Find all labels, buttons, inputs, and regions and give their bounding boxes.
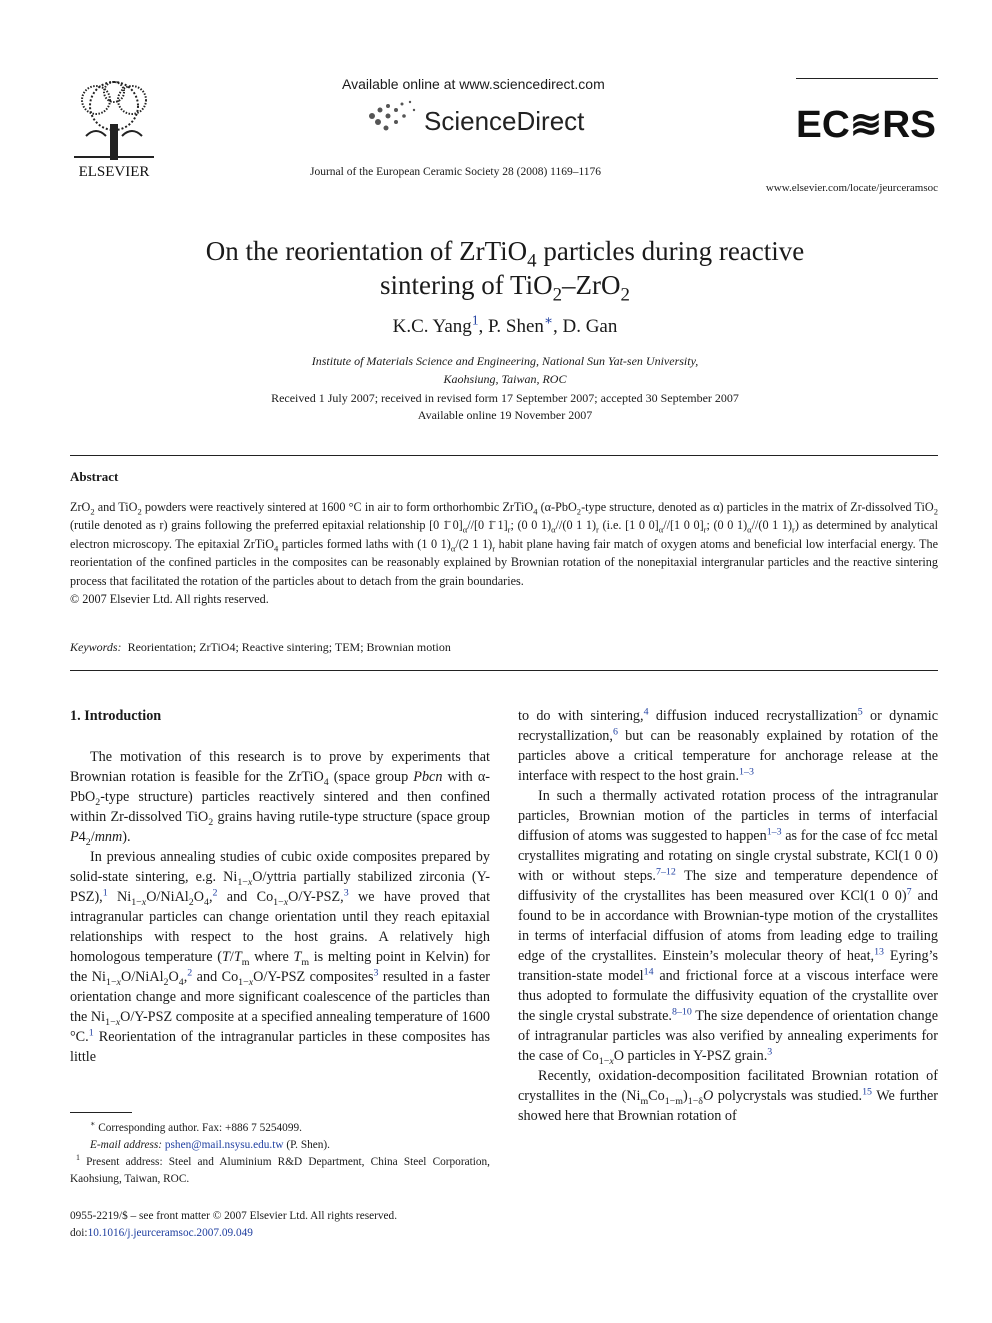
body-paragraph: In such a thermally activated rotation process of the intragranular particles, Brownian motion of the particles in terms of interfacial diffusion of atoms was suggested to happen$^{1-3}$ as for the case of fcc metal crystallites migrating and rotating on single crystal substrate, KCl(1 0 0) with or without steps.$^{7-12}$ The size and temperature dependence of diffusivity of the crystallites has been measured over KCl(1 0 0)$^7$ and found to be in accordance with Brownian-type motion of the crystallites in terms of interfacial diffusion of atoms from leading edge to trailing edge of the crystallites. Einstein’s molecular theory of heat,$^{13}$ Eyring’s transition-state model$^{14}$ and frictional force at a viscous interface were thus adopted to formulate the diffusivity equation of the crystallite over the single crystal substrate.$^{8-10}$ The size dependence of orientation change of intragranular particles was also verified by annealing experiments for the case of $Co_{1-x}O$ particles in Y-PSZ grain.$^3$ (518, 788, 939, 1067)
abstract-heading: Abstract (70, 469, 119, 484)
elsevier-tree-logo (66, 76, 162, 180)
journal-logo (796, 103, 938, 143)
issn-line: 0955-2219/$ – see front matter © 2007 Elsevier Ltd. All rights reserved. (70, 1210, 398, 1222)
body-paragraph: Recently, oxidation-decomposition facilitated Brownian rotation of crystallites in the $(Ni_mCo_{1-m})_{1-\delta}O$ polycrystals was studied.$^{15}$ We further showed here that Brownian rotation of (518, 1068, 938, 1124)
body-paragraph: The motivation of this research is to prove by experiments that Brownian rotation is feasible for the ZrTiO$_4$ (space group Pbcn with α-PbO$_2$-type structure) particles reactively sintered and then confined within Zr-dissolved TiO$_2$ grains having rutile-type structure (space group $P4_2/mnm$). (70, 749, 490, 848)
author-name[interactable]: D. Gan (562, 316, 618, 337)
article-title: On the reorientation of ZrTiO$_4$ particles during reactive sintering of TiO$_2$–ZrO$_2$ (205, 236, 805, 306)
article-history: Received 1 July 2007; received in revised form 17 September 2007; accepted 30 September 2007 Available online 19 November 2007 (271, 391, 739, 422)
sciencedirect-logo (362, 96, 598, 142)
divider (70, 455, 938, 456)
journal-citation: Journal of the European Ceramic Society 28 (2008) 1169–1176 (310, 166, 602, 178)
journal-url[interactable]: www.elsevier.com/locate/jeurceramsoc (765, 182, 938, 194)
abstract-copyright: © 2007 Elsevier Ltd. All rights reserved. (70, 592, 269, 607)
author-footnote-mark[interactable]: 1 (471, 312, 479, 328)
journal-logo-text: EC≋RS (796, 104, 936, 143)
sciencedirect-wordmark: ScienceDirect (424, 106, 585, 136)
section-heading: 1. Introduction (70, 708, 162, 724)
abstract-text: ZrO$_2$ and TiO$_2$ powders were reactively sintered at 1600 °C in air to form orthorhombic ZrTiO$_4$ (α-PbO$_2$-type structure, denoted as α) particles in the matrix of Zr-dissolved TiO$_2$ (rutile denoted as r) grains following the preferred epitaxial relationship [0 1̄ $0]_\alpha//[0$ 1̄ $1]_r$; (0 0 $1)_\alpha//(0$ 1 $1)_r$ (i.e. [1 0 $0]_\alpha//[1$ 0 $0]_r$; (0 0 $1)_\alpha//(0$ 1 $1)_r$) as determined by analytical electron microscopy. The epitaxial ZrTiO$_4$ particles formed laths with (1 0 $1)_\alpha/(2$ 1 $1)_r$ habit plane having fair match of oxygen atoms and beneficial low interfacial energy. The reorientation of the confined particles in the composites can be reasonably explained by Brownian rotation of the nonepitaxial intergranular particles and the reactive sintering process that facilitated the rotation of the particles about to detach from the grain boundaries. © 2007 Elsevier Ltd. All rights reserved. (70, 500, 938, 607)
footnote-corresponding: ∗ Corresponding author. Fax: +886 7 5254099. (90, 1119, 302, 1134)
body-paragraph: In previous annealing studies of cubic oxide composites prepared by solid-state sintering, e.g. $Ni_{1-x}O$/yttria partially stabilized zirconia (Y-PSZ),$^1$ $Ni_{1-x}O/NiAl_2O_4,^2$ and $Co_{1-x}O/Y-PSZ,^3$ we have proved that intragranular particles can change orientation until they reach epitaxial relationships with respect to the host grains. A relatively high homologous temperature ($T/T_m$ where $T_m$ is melting point in Kelvin) for the $Ni_{1-x}O/NiAl_2O_4,^2$ and $Co_{1-x}O/Y$-PSZ composites$^3$ resulted in a faster orientation change and more significant coalescence of the particles than the $Ni_{1-x}O/Y$-PSZ composite at a specified annealing temperature of 1600 °C.$^1$ Reorientation of the intragranular particles in these composites has little (70, 849, 491, 1065)
front-matter (70, 1208, 490, 1242)
header-rule (796, 78, 938, 79)
footnotes (70, 1120, 490, 1188)
affiliation: Institute of Materials Science and Engineering, National Sun Yat-sen University, Kaohsiung, Taiwan, ROC (311, 354, 699, 386)
author-name[interactable]: P. Shen (487, 316, 544, 337)
corresponding-author-mark[interactable]: ∗ (543, 312, 553, 328)
body-column-right (518, 706, 938, 1126)
footnote-address: $^1$ Present address: Steel and Aluminium R&D Department, China Steel Corporation, Kaohsiung, Taiwan, ROC. (70, 1153, 490, 1185)
doi-link[interactable]: 10.1016/j.jeurceramsoc.2007.09.049 (87, 1227, 253, 1239)
keywords-label: Keywords: (70, 640, 122, 654)
body-paragraph: to do with sintering,$^4$ diffusion induced recrystallization$^5$ or dynamic recrystallization,$^6$ but can be reasonably explained by rotation of the particles above a critical temperature for anchorage release at the interface with respect to the host grain.$^{1-3}$ (518, 706, 938, 784)
keywords-list: Reorientation; ZrTiO4; Reactive sintering; TEM; Brownian motion (127, 640, 451, 654)
available-online-text: Available online at www.sciencedirect.com (342, 76, 605, 92)
author-name[interactable]: K.C. Yang (392, 316, 472, 337)
footnote-rule (70, 1112, 132, 1113)
body-column-left (70, 706, 490, 1067)
email-link[interactable]: pshen@mail.nsysu.edu.tw (164, 1139, 284, 1151)
doi-line: doi:10.1016/j.jeurceramsoc.2007.09.049 (70, 1227, 253, 1239)
keywords (70, 640, 938, 655)
author-list: K.C. Yang$^1$, P. Shen∗, D. Gan (392, 312, 618, 337)
footnote-email: E-mail address: pshen@mail.nsysu.edu.tw (P. Shen). (90, 1139, 330, 1151)
elsevier-wordmark: ELSEVIER (78, 164, 150, 180)
divider (70, 670, 938, 671)
